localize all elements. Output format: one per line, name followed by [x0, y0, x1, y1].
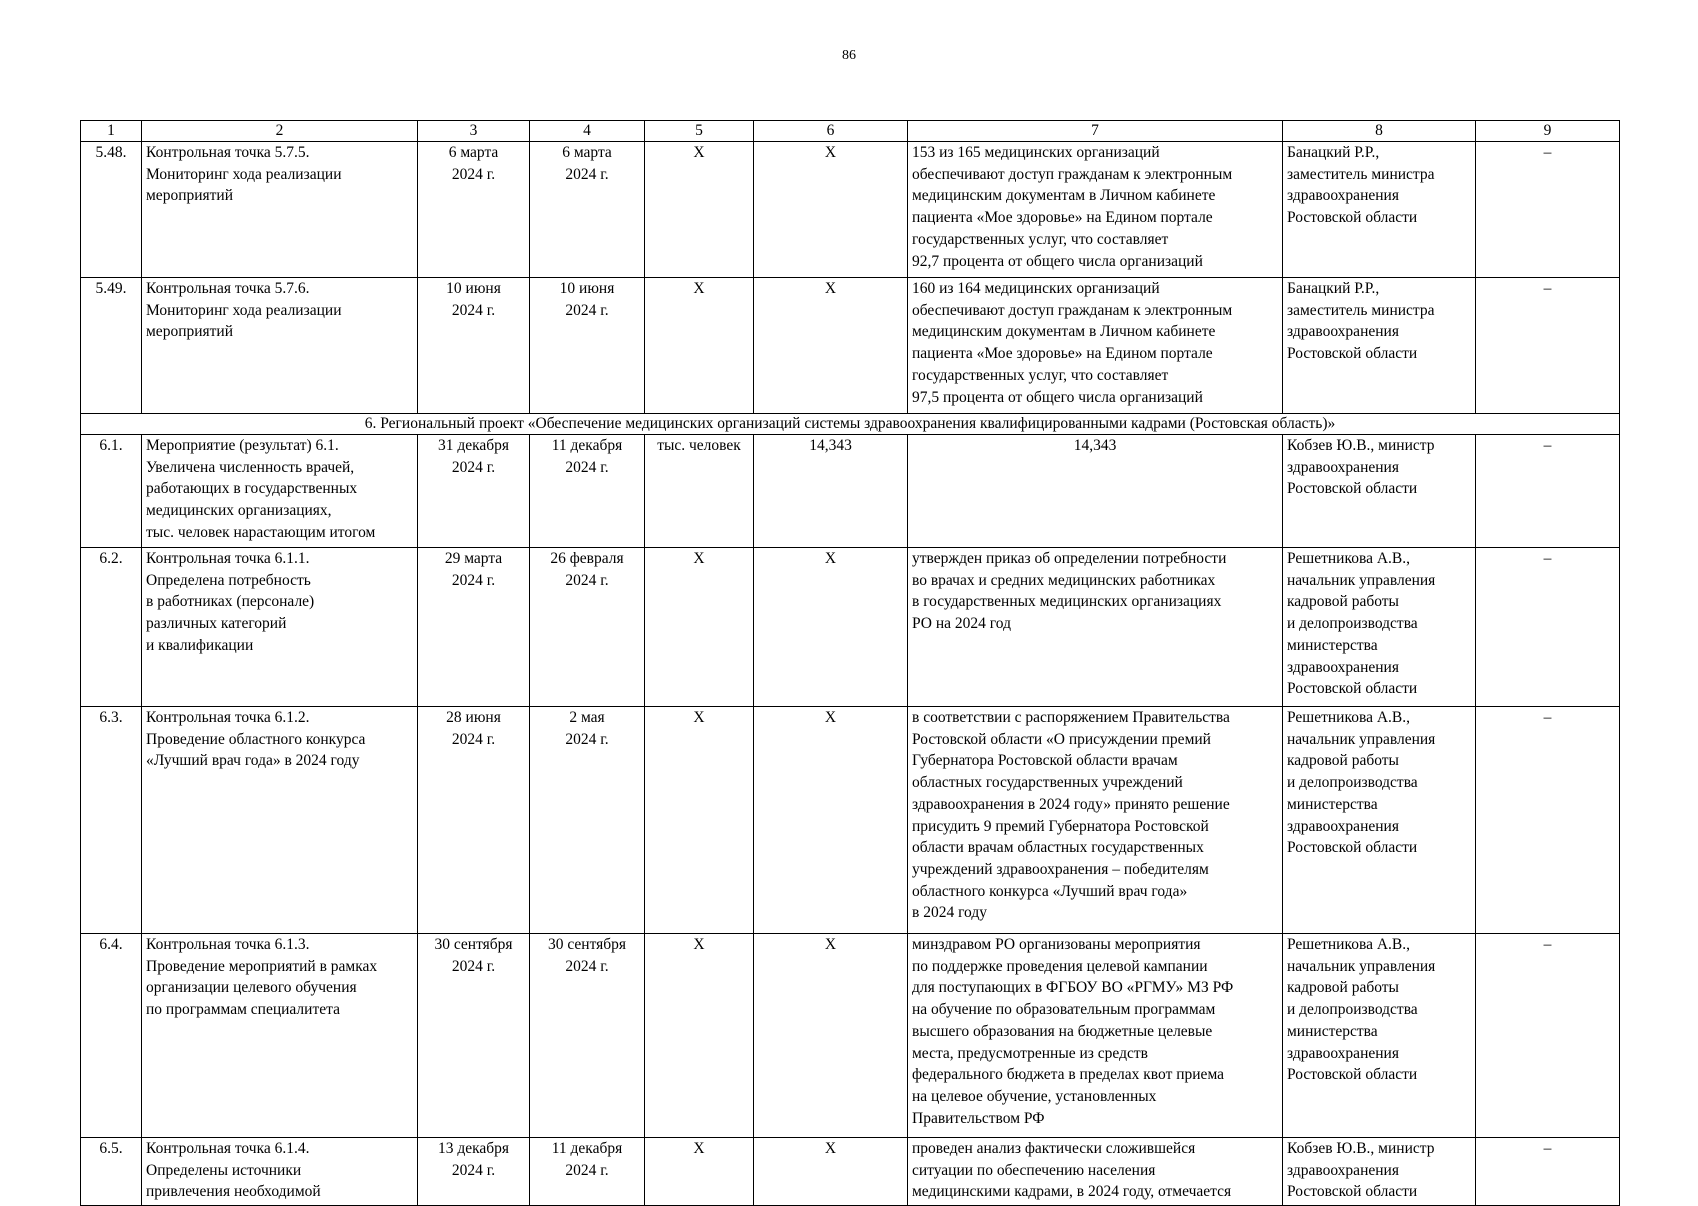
plan-value: Х: [754, 548, 908, 707]
fact-date: 6 марта 2024 г.: [530, 142, 645, 278]
note: –: [1476, 435, 1620, 548]
report-table: [80, 120, 1620, 1206]
col-header-5: 5: [645, 121, 754, 142]
note: –: [1476, 1138, 1620, 1206]
col-header-7: 7: [908, 121, 1283, 142]
result-text: 14,343: [908, 435, 1283, 548]
plan-date: 6 марта 2024 г.: [418, 142, 530, 278]
section-row: [81, 414, 1620, 435]
fact-date: 2 мая 2024 г.: [530, 707, 645, 934]
note: –: [1476, 142, 1620, 278]
col-header-3: 3: [418, 121, 530, 142]
col-header-9: 9: [1476, 121, 1620, 142]
row-name: Контрольная точка 6.1.2. Проведение областного конкурса «Лучший врач года» в 2024 году: [142, 707, 418, 934]
unit: Х: [645, 142, 754, 278]
unit: Х: [645, 1138, 754, 1206]
table-row: [81, 142, 1620, 278]
result-text: 153 из 165 медицинских организаций обеспечивают доступ гражданам к электронным медицинским документам в Личном кабинете пациента «Мое здоровье» на Едином портале государственных услуг, что составляет 92,7 процента от общего числа организаций: [908, 142, 1283, 278]
table-row: [81, 707, 1620, 934]
unit: Х: [645, 934, 754, 1138]
col-header-4: 4: [530, 121, 645, 142]
unit: Х: [645, 278, 754, 414]
page-number: 86: [842, 48, 856, 63]
responsible: Кобзев Ю.В., министр здравоохранения Ростовской области: [1283, 435, 1476, 548]
note: –: [1476, 548, 1620, 707]
plan-value: Х: [754, 707, 908, 934]
plan-value: Х: [754, 934, 908, 1138]
plan-value: Х: [754, 1138, 908, 1206]
row-name: Контрольная точка 6.1.3. Проведение мероприятий в рамках организации целевого обучения по программам специалитета: [142, 934, 418, 1138]
responsible: Решетникова А.В., начальник управления кадровой работы и делопроизводства министерства здравоохранения Ростовской области: [1283, 707, 1476, 934]
row-number: 6.5.: [81, 1138, 142, 1206]
result-text: минздравом РО организованы мероприятия по поддержке проведения целевой кампании для поступающих в ФГБОУ ВО «РГМУ» МЗ РФ на обучение по образовательным программам высшего образования на бюджетные целевые места, предусмотренные из средств федерального бюджета в пределах квот приема на целевое обучение, установленных Правительством РФ: [908, 934, 1283, 1138]
unit: Х: [645, 707, 754, 934]
col-header-6: 6: [754, 121, 908, 142]
fact-date: 26 февраля 2024 г.: [530, 548, 645, 707]
fact-date: 11 декабря 2024 г.: [530, 1138, 645, 1206]
row-number: 6.4.: [81, 934, 142, 1138]
responsible: Кобзев Ю.В., министр здравоохранения Ростовской области: [1283, 1138, 1476, 1206]
responsible: Банацкий Р.Р., заместитель министра здравоохранения Ростовской области: [1283, 142, 1476, 278]
table-row: [81, 435, 1620, 548]
note: –: [1476, 934, 1620, 1138]
result-text: утвержден приказ об определении потребности во врачах и средних медицинских работниках в государственных медицинских организациях РО на 2024 год: [908, 548, 1283, 707]
plan-date: 28 июня 2024 г.: [418, 707, 530, 934]
result-text: 160 из 164 медицинских организаций обеспечивают доступ гражданам к электронным медицинским документам в Личном кабинете пациента «Мое здоровье» на Едином портале государственных услуг, что составляет 97,5 процента от общего числа организаций: [908, 278, 1283, 414]
plan-date: 31 декабря 2024 г.: [418, 435, 530, 548]
col-header-2: 2: [142, 121, 418, 142]
table-row: [81, 278, 1620, 414]
note: –: [1476, 707, 1620, 934]
table-row: [81, 934, 1620, 1138]
plan-date: 29 марта 2024 г.: [418, 548, 530, 707]
row-name: Контрольная точка 5.7.5. Мониторинг хода реализации мероприятий: [142, 142, 418, 278]
note: –: [1476, 278, 1620, 414]
row-name: Контрольная точка 6.1.4. Определены источники привлечения необходимой: [142, 1138, 418, 1206]
section-title: 6. Региональный проект «Обеспечение медицинских организаций системы здравоохранения квалифицированными кадрами (Ростовская область)»: [81, 414, 1620, 435]
column-number-row: [81, 121, 1620, 142]
responsible: Решетникова А.В., начальник управления кадровой работы и делопроизводства министерства здравоохранения Ростовской области: [1283, 934, 1476, 1138]
table-row: [81, 1138, 1620, 1206]
row-name: Мероприятие (результат) 6.1. Увеличена численность врачей, работающих в государственных медицинских организациях, тыс. человек нарастающим итогом: [142, 435, 418, 548]
table-row: [81, 548, 1620, 707]
plan-date: 10 июня 2024 г.: [418, 278, 530, 414]
col-header-1: 1: [81, 121, 142, 142]
col-header-8: 8: [1283, 121, 1476, 142]
row-name: Контрольная точка 5.7.6. Мониторинг хода реализации мероприятий: [142, 278, 418, 414]
unit: тыс. человек: [645, 435, 754, 548]
responsible: Банацкий Р.Р., заместитель министра здравоохранения Ростовской области: [1283, 278, 1476, 414]
row-number: 5.49.: [81, 278, 142, 414]
plan-value: Х: [754, 142, 908, 278]
plan-value: Х: [754, 278, 908, 414]
row-number: 5.48.: [81, 142, 142, 278]
unit: Х: [645, 548, 754, 707]
fact-date: 10 июня 2024 г.: [530, 278, 645, 414]
plan-value: 14,343: [754, 435, 908, 548]
result-text: в соответствии с распоряжением Правительства Ростовской области «О присуждении премий Губернатора Ростовской области врачам областных государственных учреждений здравоохранения в 2024 году» принято решение присудить 9 премий Губернатора Ростовской области врачам областных государственных учреждений здравоохранения – победителям областного конкурса «Лучший врач года» в 2024 году: [908, 707, 1283, 934]
row-number: 6.3.: [81, 707, 142, 934]
row-number: 6.2.: [81, 548, 142, 707]
plan-date: 30 сентября 2024 г.: [418, 934, 530, 1138]
fact-date: 11 декабря 2024 г.: [530, 435, 645, 548]
row-number: 6.1.: [81, 435, 142, 548]
result-text: проведен анализ фактически сложившейся ситуации по обеспечению населения медицинскими кадрами, в 2024 году, отмечается: [908, 1138, 1283, 1206]
responsible: Решетникова А.В., начальник управления кадровой работы и делопроизводства министерства здравоохранения Ростовской области: [1283, 548, 1476, 707]
row-name: Контрольная точка 6.1.1. Определена потребность в работниках (персонале) различных категорий и квалификации: [142, 548, 418, 707]
plan-date: 13 декабря 2024 г.: [418, 1138, 530, 1206]
fact-date: 30 сентября 2024 г.: [530, 934, 645, 1138]
